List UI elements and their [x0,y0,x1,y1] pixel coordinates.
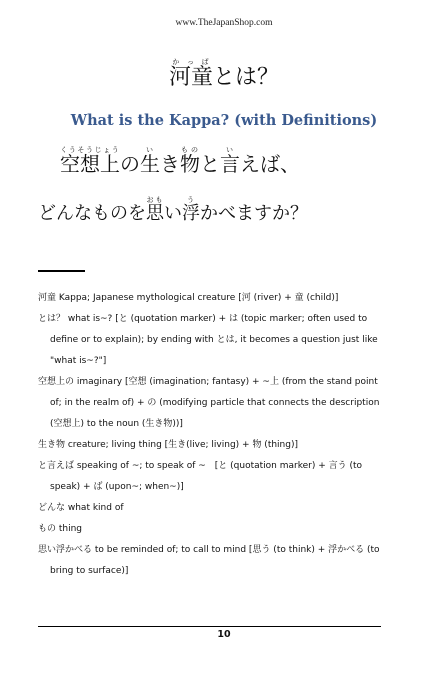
section-divider [38,270,85,272]
definition-entry: 思い浮かべる to be reminded of; to call to mind [思う (to think) + 浮かべる (to bring to surface)] [38,545,380,576]
title-kanji: 河童 [168,65,213,90]
title-furigana: かっぱ [168,58,213,66]
furigana: い [140,146,160,154]
page-number: 10 [217,629,231,640]
kana-text: き [160,152,180,176]
kanji-text: 浮 [182,203,200,224]
kana-text: えば、 [240,152,300,176]
furigana: い [220,146,240,154]
title-suffix: とは？ [213,65,280,90]
kanji-text: 物 [180,152,200,176]
footer-rule [38,626,381,627]
ruby-word [60,146,120,176]
definition-entry: もの thing [38,524,83,534]
furigana: う [182,196,200,204]
kana-text: の [120,152,140,176]
ruby-word [180,146,200,176]
kana-text: と [200,152,220,176]
ruby-word [182,196,200,224]
definition-entry: とは？ what is~? [と (quotation marker) + は (topic marker; often used to define or to explain); by ending with とは, it becomes a question just like "what is~?"] [38,314,378,366]
site-url: www.TheJapanShop.com [175,18,273,28]
question-line-1 [60,146,300,174]
kanji-text: 言 [220,152,240,176]
japanese-title [0,58,448,89]
kana-text: い [164,203,182,224]
ruby-word [140,146,160,176]
furigana: もの [180,146,200,154]
kana-text: どんなものを [38,203,146,224]
furigana: くうそうじょう [60,146,120,154]
kana-text: かべますか？ [200,203,308,224]
definition-entry: 生き物 creature; living thing [生き(live; living) + 物 (thing)] [38,440,298,450]
ruby-word [220,146,240,176]
definition-entry: と言えば speaking of ~; to speak of ~ [と (quotation marker) + 言う (to speak) + ば (upon~; when~)] [38,461,363,492]
furigana: おも [146,196,164,204]
definition-entry: どんな what kind of [38,503,124,513]
english-heading: What is the Kappa? (with Definitions) [70,112,378,129]
kanji-text: 空想上 [60,152,120,176]
kanji-text: 思 [146,203,164,224]
definition-entry: 河童 Kappa; Japanese mythological creature [河 (river) + 童 (child)] [38,293,339,303]
ruby-word [146,196,164,224]
definitions-list [38,288,383,582]
question-line-2 [38,196,308,223]
kanji-text: 生 [140,152,160,176]
definition-entry: 空想上の imaginary [空想 (imagination; fantasy) + ~上 (from the stand point of; in the realm of) + の (modifying particle that connects the description (空想上) to the noun (生き物))] [38,377,380,429]
